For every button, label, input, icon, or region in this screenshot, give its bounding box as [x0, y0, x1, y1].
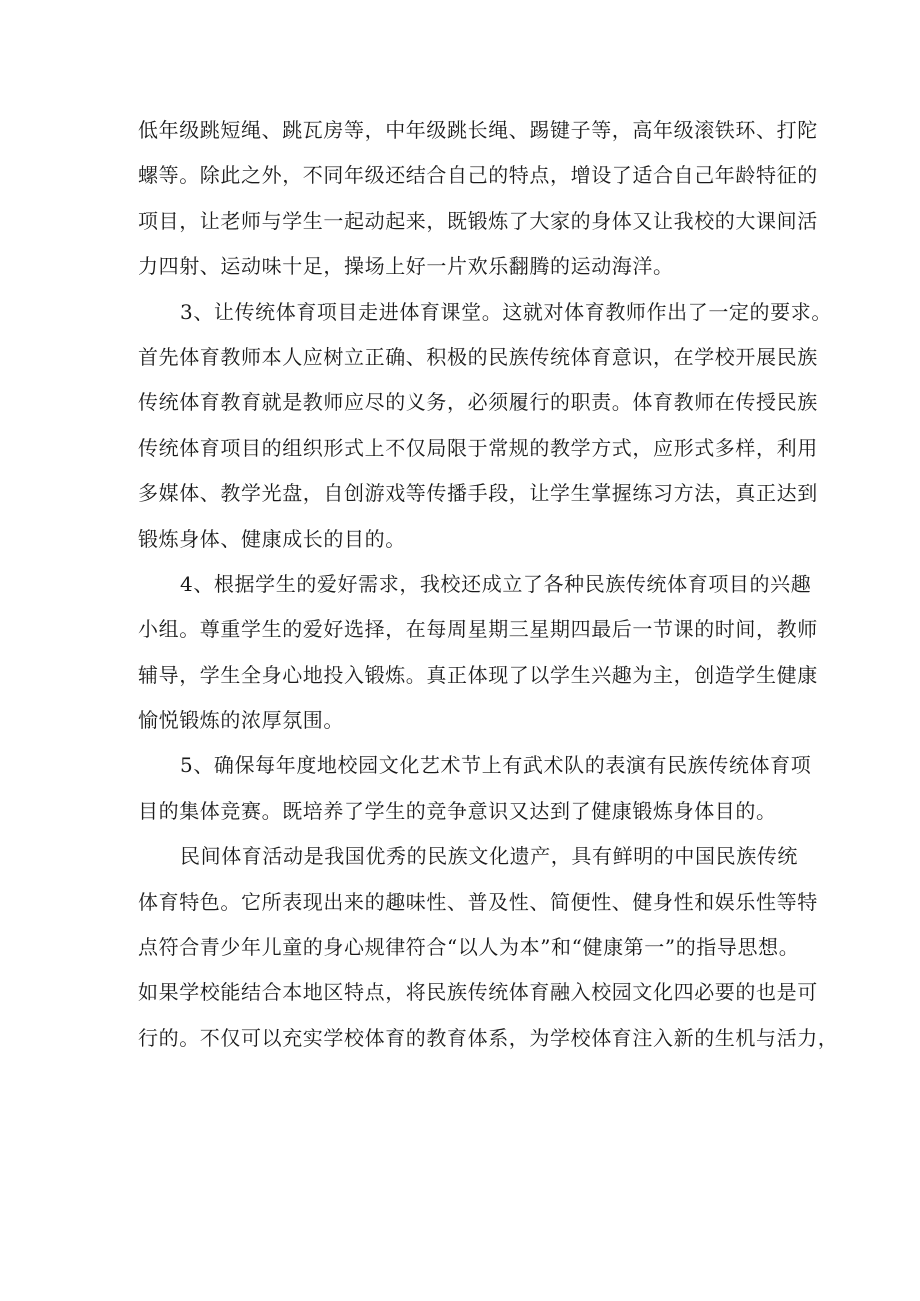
paragraph-conclusion — [138, 834, 839, 1061]
text-line: 5、确保每年度地校园文化艺术节上有武术队的表演有民族传统体育项 — [180, 753, 812, 778]
text-line: 体育特色。它所表现出来的趣味性、普及性、简便性、健身性和娱乐性等特 — [138, 889, 818, 914]
text-line: 如果学校能结合本地区特点，将民族传统体育融入校园文化四必要的也是可 — [138, 980, 818, 1005]
text-line: 4、根据学生的爱好需求，我校还成立了各种民族传统体育项目的兴趣 — [180, 571, 812, 596]
text-line: 低年级跳短绳、跳瓦房等，中年级跳长绳、踢键子等，高年级滚铁环、打陀 — [138, 118, 818, 142]
text-line: 多媒体、教学光盘，自创游戏等传播手段，让学生掌握练习方法，真正达到 — [138, 481, 818, 506]
document-body — [138, 108, 839, 1061]
text-line: 民间体育活动是我国优秀的民族文化遗产，具有鲜明的中国民族传统 — [180, 844, 798, 869]
text-line: 首先体育教师本人应树立正确、积极的民族传统体育意识，在学校开展民族 — [138, 344, 818, 369]
text-line: 锻炼身体、健康成长的目的。 — [138, 526, 406, 551]
text-line: 愉悦锻炼的浓厚氛围。 — [138, 708, 344, 733]
text-line: 螺等。除此之外，不同年级还结合自己的特点，增设了适合自己年龄特征的 — [138, 163, 818, 188]
text-line: 项目，让老师与学生一起动起来，既锻炼了大家的身体又让我校的大课间活 — [138, 208, 818, 233]
text-line: 点符合青少年儿童的身心规律符合“以人为本”和“健康第一”的指导思想。 — [138, 935, 800, 960]
text-line: 3、让传统体育项目走进体育课堂。这就对体育教师作出了一定的要求。 — [180, 299, 832, 324]
text-line: 传统体育教育就是教师应尽的义务，必须履行的职责。体育教师在传授民族 — [138, 390, 818, 415]
paragraph-item-4 — [138, 562, 818, 744]
text-line: 传统体育项目的组织形式上不仅局限于常规的教学方式，应形式多样，利用 — [138, 435, 818, 460]
paragraph-item-5 — [138, 743, 812, 834]
text-line: 小组。尊重学生的爱好选择，在每周星期三星期四最后一节课的时间，教师 — [138, 617, 818, 642]
paragraph-item-3 — [138, 290, 832, 562]
text-line: 目的集体竞赛。既培养了学生的竞争意识又达到了健康锻炼身体目的。 — [138, 798, 777, 823]
text-line: 力四射、运动味十足，操场上好一片欢乐翻腾的运动海洋。 — [138, 254, 674, 279]
text-line: 辅导，学生全身心地投入锻炼。真正体现了以学生兴趣为主，创造学生健康 — [138, 662, 818, 687]
text-line: 行的。不仅可以充实学校体育的教育体系，为学校体育注入新的生机与活力， — [138, 1025, 839, 1050]
paragraph-activities — [138, 108, 818, 290]
